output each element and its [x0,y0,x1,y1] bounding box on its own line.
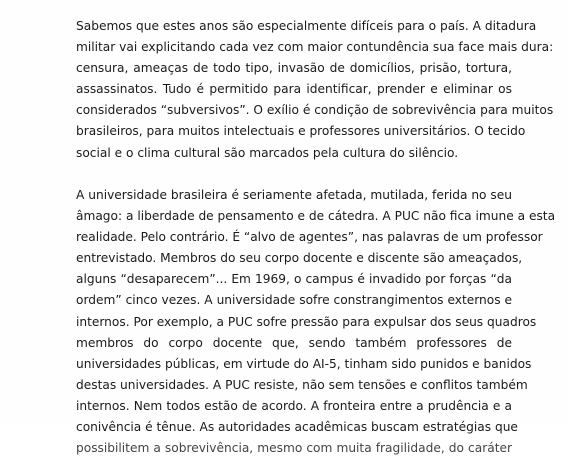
text-line: universidades públicas, em virtude do AI-5, tinham sido punidos e banidos [76,356,532,371]
text-line: âmago: a liberdade de pensamento e de cátedra. A PUC não fica imune a esta [76,209,556,224]
text-line: entrevistado. Membros do seu corpo docente e discente são ameaçados, [76,251,523,266]
text-line: membros do corpo docente que, sendo também professores de [76,335,512,350]
text-line: internos. Nem todos estão de acordo. A fronteira entre a prudência e a [76,398,512,413]
text-line: Sabemos que estes anos são especialmente difíceis para o país. A ditadura [76,19,537,33]
text-line: A universidade brasileira é seriamente afetada, mutilada, ferida no seu [76,188,512,202]
text-line: ordem” cinco vezes. A universidade sofre constrangimentos externos e [76,293,512,308]
text-line: destas universidades. A PUC resiste, não sem tensões e conflitos também [76,377,528,392]
text-line: censura, ameaças de todo tipo, invasão de domicílios, prisão, tortura, [76,61,512,76]
text-line: realidade. Pelo contrário. É “alvo de agentes”, nas palavras de um professor [76,230,543,245]
text-line: possibilitem a sobrevivência, mesmo com muita fragilidade, do caráter [76,441,512,456]
text-line: social e o clima cultural são marcados pela cultura do silêncio. [76,145,459,160]
paragraph-2 [76,185,556,456]
paragraph-1 [76,16,554,164]
text-line: assassinatos. Tudo é permitido para identificar, prender e eliminar os [76,82,512,97]
text-line: conivência é tênue. As autoridades acadêmicas buscam estratégias que [76,420,518,435]
text-line: militar vai explicitando cada vez com maior contundência sua face mais dura: [76,40,554,55]
text-line: considerados “subversivos”. O exílio é condição de sobrevivência para muitos [76,103,554,118]
text-line: internos. Por exemplo, a PUC sofre pressão para expulsar dos seus quadros [76,314,537,329]
text-line: alguns “desaparecem”... Em 1969, o campus é invadido por forças “da [76,272,512,287]
text-line: brasileiros, para muitos intelectuais e professores universitários. O tecido [76,124,526,139]
